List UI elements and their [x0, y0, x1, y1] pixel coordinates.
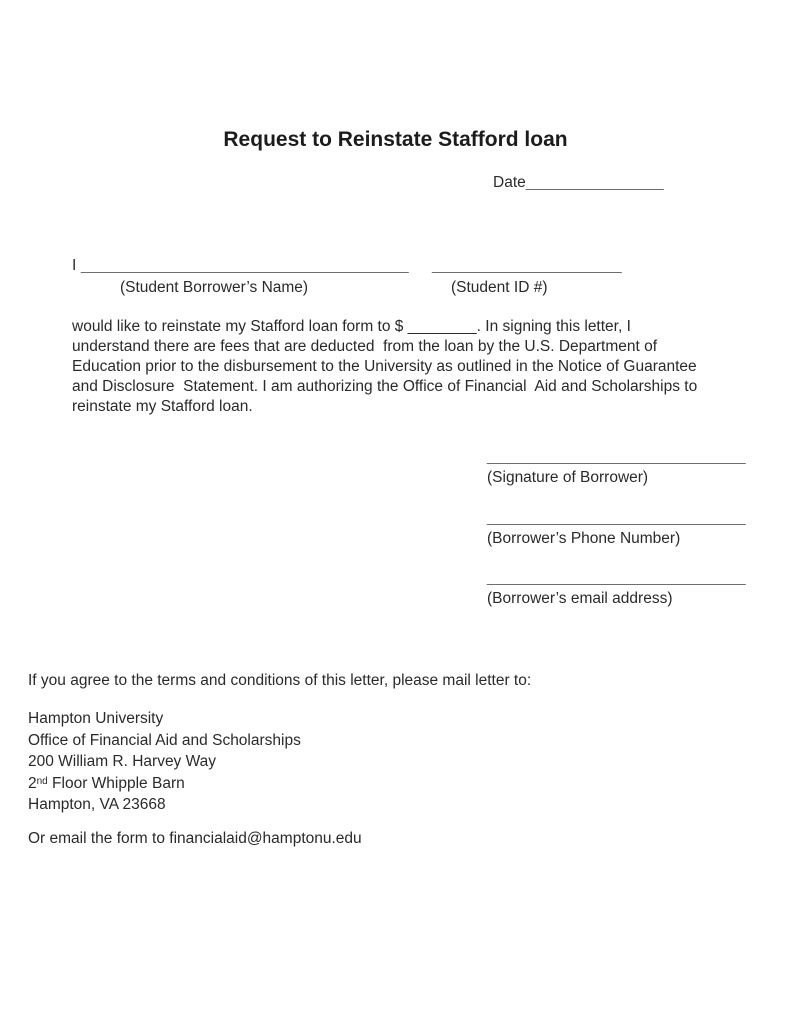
address-line-city: Hampton, VA 23668: [28, 796, 166, 813]
date-row: [493, 174, 664, 192]
form-title: Request to Reinstate Stafford loan: [223, 128, 568, 151]
borrower-name-caption: (Student Borrower’s Name): [120, 279, 309, 296]
email-caption: (Borrower’s email address): [487, 590, 673, 607]
floor-ordinal-suffix: nd: [36, 775, 48, 787]
phone-blank-line[interactable]: ______________________________: [487, 509, 746, 526]
email-instruction: Or email the form to financialaid@hamptonu.edu: [28, 830, 362, 847]
phone-group: [487, 507, 746, 549]
body-line: and Disclosure Statement. I am authorizing the Office of Financial Aid and Scholarships to: [72, 378, 698, 395]
signature-group: [487, 446, 746, 488]
body-line: reinstate my Stafford loan.: [72, 398, 253, 415]
floor-number: 2: [28, 774, 37, 792]
floor-text: Floor Whipple Barn: [47, 774, 185, 792]
mailing-address: [28, 708, 301, 816]
body-paragraph: [72, 317, 697, 417]
address-line-office: Office of Financial Aid and Scholarships: [28, 731, 301, 749]
address-line-university: Hampton University: [28, 710, 164, 727]
phone-caption: (Borrower’s Phone Number): [487, 530, 681, 547]
body-line: Education prior to the disbursement to the University as outlined in the Notice of Guarantee: [72, 358, 697, 375]
mail-instruction: If you agree to the terms and conditions of this letter, please mail letter to:: [28, 672, 532, 689]
signature-caption: (Signature of Borrower): [487, 469, 649, 486]
student-id-caption: (Student ID #): [451, 279, 548, 296]
address-line-floor: [28, 773, 301, 795]
date-label: Date: [493, 174, 526, 191]
borrower-prefix: I: [72, 257, 77, 274]
student-id-blank-line[interactable]: ______________________: [432, 257, 622, 274]
body-line: understand there are fees that are deducted from the loan by the U.S. Department of: [72, 338, 658, 355]
borrower-name-blank-line[interactable]: ______________________________________: [81, 257, 409, 274]
email-blank-line[interactable]: ______________________________: [487, 569, 746, 586]
email-group: [487, 567, 746, 609]
signature-blank-line[interactable]: ______________________________: [487, 448, 746, 465]
date-blank-line[interactable]: ________________: [525, 174, 664, 191]
body-line: would like to reinstate my Stafford loan form to $ ________. In signing this letter, I: [72, 318, 631, 335]
address-line-street: 200 William R. Harvey Way: [28, 753, 217, 770]
